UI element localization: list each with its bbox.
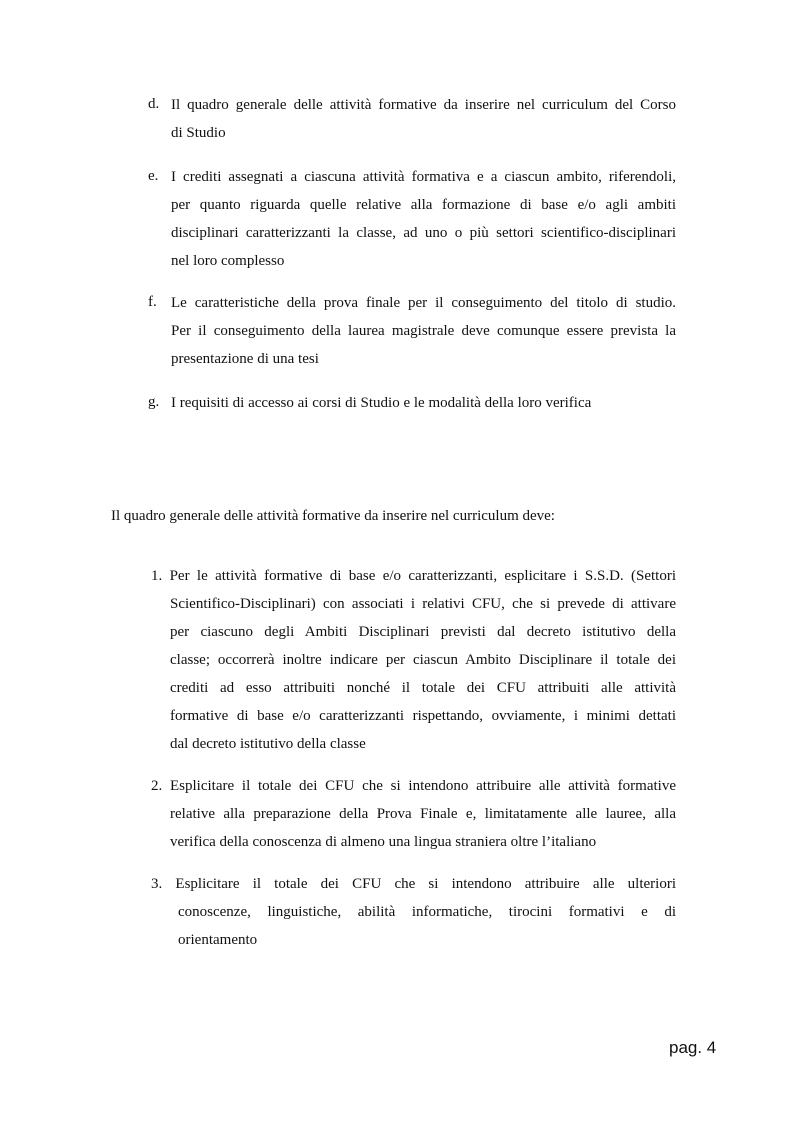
numbered-item-text-line: classe; occorrerà inoltre indicare per ciascun Ambito Disciplinare il totale dei <box>170 652 676 668</box>
numbered-item-text-line: dal decreto istitutivo della classe <box>170 736 366 752</box>
list-item-text-line: I requisiti di accesso ai corsi di Studio e le modalità della loro verifica <box>171 395 592 411</box>
list-item-text-line: nel loro complesso <box>171 253 285 269</box>
list-marker: d. <box>148 96 160 112</box>
numbered-item-text-line: conoscenze, linguistiche, abilità informatiche, tirocini formativi e di <box>178 904 676 920</box>
numbered-item-text-line: relative alla preparazione della Prova Finale e, limitatamente alle lauree, alla <box>170 806 676 822</box>
numbered-item-first-line: 2. Esplicitare il totale dei CFU che si intendono attribuire alle attività formative <box>151 778 676 794</box>
list-item-text-line: di Studio <box>171 125 226 141</box>
page-number: pag. 4 <box>669 1038 717 1057</box>
numbered-item-first-line: 1. Per le attività formative di base e/o caratterizzanti, esplicitare i S.S.D. (Settori <box>151 568 676 584</box>
intro-paragraph-text: Il quadro generale delle attività formative da inserire nel curriculum deve: <box>111 508 555 524</box>
list-item-text-line: Il quadro generale delle attività formative da inserire nel curriculum del Corso <box>171 97 676 113</box>
numbered-item-text-line: verifica della conoscenza di almeno una lingua straniera oltre l’italiano <box>170 834 597 850</box>
numbered-item-text-line: per ciascuno degli Ambiti Disciplinari previsti dal decreto istitutivo della <box>170 624 676 640</box>
list-item-text-line: Le caratteristiche della prova finale per il conseguimento del titolo di studio. <box>171 295 676 311</box>
list-item-text-line: disciplinari caratterizzanti la classe, ad uno o più settori scientifico-disciplinari <box>171 225 676 241</box>
list-item-text-line: I crediti assegnati a ciascuna attività formativa e a ciascun ambito, riferendoli, <box>171 169 676 185</box>
numbered-item-text-line: orientamento <box>178 932 258 948</box>
numbered-item-text-line: formative di base e/o caratterizzanti rispettando, ovviamente, i minimi dettati <box>170 708 676 724</box>
numbered-item-first-line: 3. Esplicitare il totale dei CFU che si intendono attribuire alle ulteriori <box>151 876 676 892</box>
numbered-item-text-line: crediti ad esso attribuiti nonché il totale dei CFU attribuiti alle attività <box>170 680 676 696</box>
numbered-item-text-line: Scientifico-Disciplinari) con associati i relativi CFU, che si prevede di attivare <box>170 596 676 612</box>
list-item-text-line: per quanto riguarda quelle relative alla formazione di base e/o agli ambiti <box>171 197 676 213</box>
list-item-text-line: presentazione di una tesi <box>171 351 319 367</box>
list-marker: e. <box>148 168 159 184</box>
list-item-text-line: Per il conseguimento della laurea magistrale deve comunque essere prevista la <box>171 323 676 339</box>
list-marker: g. <box>148 394 160 410</box>
list-marker: f. <box>148 294 157 310</box>
